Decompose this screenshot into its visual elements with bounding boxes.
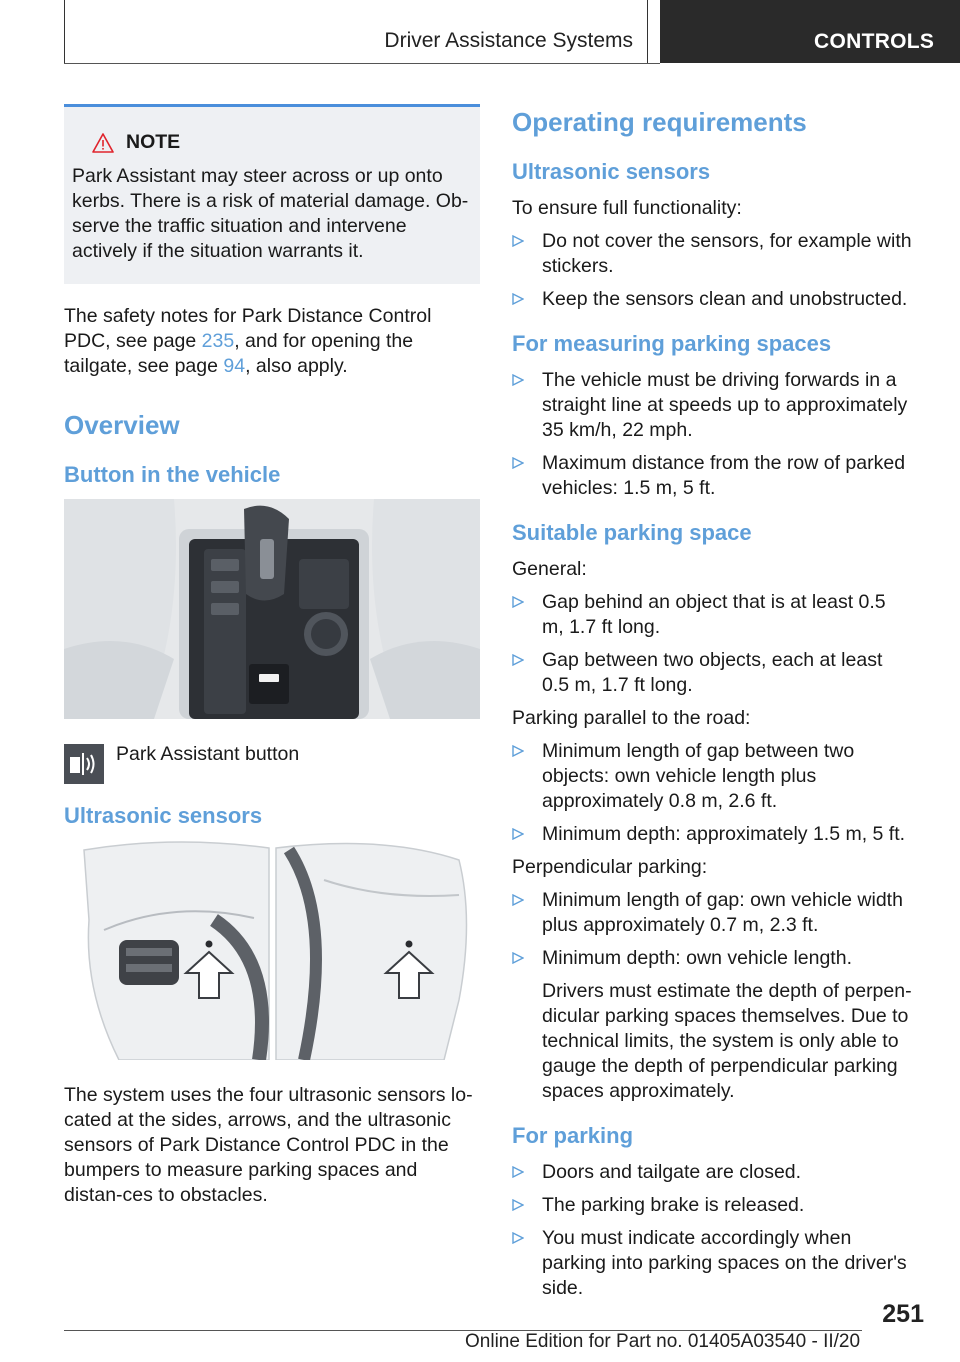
safety-text-3: , also apply. xyxy=(245,355,348,377)
safety-paragraph xyxy=(64,304,480,379)
list-item: You must indicate accordingly when parking into parking spaces on the driver's side. xyxy=(512,1226,912,1301)
bullet-triangle-icon xyxy=(512,1199,524,1211)
sensors-list xyxy=(512,229,912,312)
list-item: Minimum length of gap: own vehicle width plus approximately 0.7 m, 2.3 ft. xyxy=(512,888,912,938)
parallel-label: Parking parallel to the road: xyxy=(512,707,751,729)
bullet-triangle-icon xyxy=(512,293,524,305)
list-item: The vehicle must be driving forwards in a straight line at speeds up to approximately 35 km/h, 22 mph. xyxy=(512,368,912,443)
general-label: General: xyxy=(512,558,587,580)
center-console-photo xyxy=(64,499,480,719)
bullet-triangle-icon xyxy=(512,457,524,469)
bullet-triangle-icon xyxy=(512,654,524,666)
parking-list xyxy=(512,1160,912,1301)
list-item: The parking brake is released. xyxy=(512,1193,912,1218)
header-rule xyxy=(64,63,660,64)
operating-requirements-heading: Operating requirements xyxy=(512,107,807,137)
list-item: Minimum depth: approximately 1.5 m, 5 ft. xyxy=(512,822,912,847)
note-header xyxy=(92,131,472,154)
list-item: Maximum distance from the row of parked vehicles: 1.5 m, 5 ft. xyxy=(512,451,912,501)
bullet-triangle-icon xyxy=(512,828,524,840)
list-item: Minimum depth: own vehicle length. Drivers must estimate the depth of perpen-dicular parking spaces themselves. Due to technical limits, the system is only able to gauge the depth of perpendicular parking spaces approximately. xyxy=(512,946,912,1104)
perpendicular-note: Drivers must estimate the depth of perpen-dicular parking spaces themselves. Due to technical limits, the system is only able to gauge the depth of perpendicular parking spaces approximately. xyxy=(542,980,912,1102)
list-item: Gap between two objects, each at least 0.5 m, 1.7 ft long. xyxy=(512,648,912,698)
front-bumper-view xyxy=(84,842,269,1060)
header-section-box xyxy=(64,0,648,63)
list-item: Gap behind an object that is at least 0.5 m, 1.7 ft long. xyxy=(512,590,912,640)
ultrasonic-sensors-description: The system uses the four ultrasonic sensors lo-cated at the sides, arrows, and the ultrasonic sensors of Park Distance Control PDC in the bumpers to measure parking spaces and distan-ces to obstacles. xyxy=(64,1084,473,1206)
button-legend-caption: Park Assistant button xyxy=(116,743,300,765)
page-link-pdc[interactable]: 235 xyxy=(201,330,235,352)
list-item: Do not cover the sensors, for example with stickers. xyxy=(512,229,912,279)
ultrasonic-sensors-heading: Ultrasonic sensors xyxy=(64,803,263,828)
bullet-triangle-icon xyxy=(512,952,524,964)
button-legend xyxy=(64,742,480,784)
bullet-triangle-icon xyxy=(512,374,524,386)
ultrasonic-sensor-locations-photo xyxy=(64,840,480,1060)
button-in-vehicle-heading: Button in the vehicle xyxy=(64,462,281,487)
general-list xyxy=(512,590,912,698)
note-box xyxy=(64,104,480,284)
bullet-triangle-icon xyxy=(512,1232,524,1244)
overview-heading: Overview xyxy=(64,410,180,440)
req-ultrasonic-sensors-heading: Ultrasonic sensors xyxy=(512,159,711,184)
bullet-triangle-icon xyxy=(512,745,524,757)
perpendicular-list xyxy=(512,888,912,1104)
perpendicular-label: Perpendicular parking: xyxy=(512,856,708,878)
page-link-tailgate[interactable]: 94 xyxy=(223,355,246,377)
footer-edition: Online Edition for Part no. 01405A03540 - II/20 xyxy=(465,1331,861,1352)
header-section-title: Driver Assistance Systems xyxy=(384,29,633,52)
bullet-triangle-icon xyxy=(512,894,524,906)
note-label: NOTE xyxy=(126,131,181,153)
header-tab-label: CONTROLS xyxy=(814,30,935,53)
sensors-intro: To ensure full functionality: xyxy=(512,197,742,219)
bullet-triangle-icon xyxy=(512,596,524,608)
rear-bumper-view xyxy=(276,844,467,1060)
list-item: Minimum length of gap between two objects: own vehicle length plus approximately 0.8 m, 2.6 ft. xyxy=(512,739,912,814)
page-number: 251 xyxy=(882,1300,924,1328)
left-column xyxy=(64,104,480,1208)
list-item: Doors and tailgate are closed. xyxy=(512,1160,912,1185)
measuring-spaces-heading: For measuring parking spaces xyxy=(512,331,832,356)
park-assistant-button-icon xyxy=(64,744,104,784)
note-text: Park Assistant may steer across or up onto kerbs. There is a risk of material damage. Ob-serve the traffic situation and intervene actively if the situation warrants it. xyxy=(72,165,469,262)
measuring-list xyxy=(512,368,912,501)
bullet-triangle-icon xyxy=(512,235,524,247)
parallel-list xyxy=(512,739,912,847)
bullet-triangle-icon xyxy=(512,1166,524,1178)
suitable-space-heading: Suitable parking space xyxy=(512,520,752,545)
header-tab xyxy=(660,0,960,63)
safety-text-2: , and for opening the tailgate, see page xyxy=(64,330,414,377)
right-column xyxy=(512,104,912,1309)
warning-triangle-icon xyxy=(92,133,114,153)
list-item: Keep the sensors clean and unobstructed. xyxy=(512,287,912,312)
for-parking-heading: For parking xyxy=(512,1123,634,1148)
safety-text-1: The safety notes for Park Distance Control PDC, see page xyxy=(64,305,432,352)
